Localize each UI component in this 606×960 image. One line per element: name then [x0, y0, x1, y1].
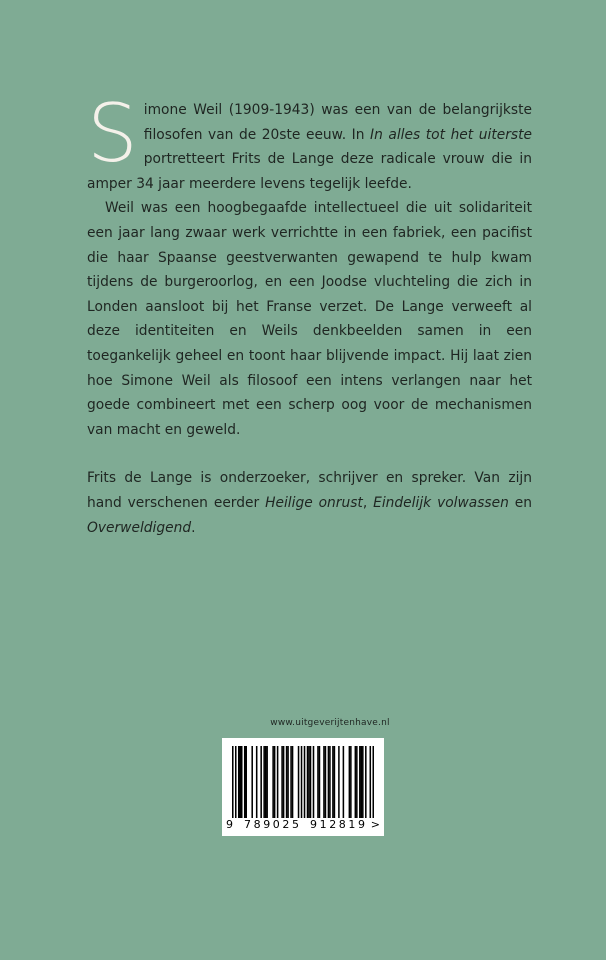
barcode-bar — [317, 746, 319, 818]
barcode-bar — [235, 746, 237, 818]
barcode-bars — [232, 746, 374, 818]
barcode-first-digit: 9 — [226, 818, 233, 831]
bio-title-2: Eindelijk volwassen — [373, 494, 509, 511]
barcode-bar — [265, 746, 267, 818]
author-bio — [87, 466, 532, 540]
barcode-bar — [355, 746, 357, 818]
barcode-bar — [356, 746, 358, 818]
bio-separator-1: , — [362, 494, 374, 511]
barcode-bar — [334, 746, 336, 818]
barcode-bar — [290, 746, 292, 818]
barcode-bar — [307, 746, 309, 818]
barcode-bar — [319, 746, 321, 818]
barcode-bar — [263, 746, 265, 818]
barcode-bar — [308, 746, 310, 818]
barcode-bar — [359, 746, 361, 818]
barcode-left-group: 789025 — [244, 818, 302, 831]
barcode-bar — [286, 746, 288, 818]
barcode-bar — [292, 746, 294, 818]
barcode-bar — [350, 746, 352, 818]
barcode-bar — [281, 746, 283, 818]
barcode-bar — [301, 746, 303, 818]
barcode-bar — [256, 746, 258, 818]
barcode-bar — [310, 746, 312, 818]
barcode-bar — [328, 746, 330, 818]
barcode-right-group: 912819 — [310, 818, 368, 831]
barcode-bar — [238, 746, 240, 818]
barcode-bar — [349, 746, 351, 818]
barcode-bar — [283, 746, 285, 818]
barcode-bar — [277, 746, 279, 818]
blurb-paragraph-2: Weil was een hoogbegaafde intellectueel die uit solidariteit een jaar lang zwaar werk verrichtte in een fabriek, een pacifist die haar Spaanse geestverwanten gewapend te hulp kwam tijdens de burgeroorlog, en een Joodse vluchteling die zich in Londen aansloot bij het Franse verzet. De Lange verweeft al deze identiteiten en Weils denkbeelden samen in een toegankelijk geheel en toont haar blijvende impact. Hij laat zien hoe Simone Weil als filosoof een intens verlangen naar het goede combineert met een scherp oog voor de mechanismen van macht en geweld. — [87, 200, 532, 438]
barcode-bar — [245, 746, 247, 818]
barcode-bar — [323, 746, 325, 818]
blurb-p1-end: portretteert Frits de Lange deze radicale vrouw die in amper 34 jaar meerdere levens tegelijk leefde. — [87, 151, 532, 192]
barcode-bar — [239, 746, 241, 818]
barcode-bar — [373, 746, 374, 818]
bio-end: . — [191, 519, 196, 536]
barcode-bar — [365, 746, 367, 818]
barcode-bar — [241, 746, 243, 818]
barcode-bar — [304, 746, 306, 818]
barcode-arrow: > — [370, 818, 380, 831]
barcode-bar — [343, 746, 345, 818]
barcode-bar — [272, 746, 274, 818]
barcode-bar — [362, 746, 364, 818]
barcode-bar — [313, 746, 315, 818]
barcode-bar — [325, 746, 327, 818]
barcode-bar — [329, 746, 331, 818]
blurb-paragraph-1 — [87, 87, 532, 196]
barcode-bar — [274, 746, 276, 818]
bio-title-3: Overweldigend — [87, 519, 192, 536]
barcode-bar — [287, 746, 289, 818]
barcode-bar — [244, 746, 246, 818]
barcode-bar — [338, 746, 340, 818]
blurb — [87, 87, 533, 540]
barcode-digits — [226, 818, 380, 834]
barcode-bar — [370, 746, 372, 818]
drop-cap: S — [87, 87, 138, 180]
barcode-bar — [266, 746, 268, 818]
barcode-bar — [361, 746, 363, 818]
barcode — [222, 738, 384, 836]
barcode-bar — [260, 746, 262, 818]
bio-text: Frits de Lange is onderzoeker, schrijver en spreker. Van zijn hand verschenen eerder — [87, 470, 532, 511]
bio-separator-2: en — [508, 494, 533, 511]
barcode-bar — [298, 746, 300, 818]
barcode-bar — [232, 746, 234, 818]
bio-title-1: Heilige onrust — [265, 494, 363, 511]
book-title: In alles tot het uiterste — [370, 126, 532, 143]
barcode-bar — [251, 746, 253, 818]
blurb-p1-start: imone Weil (1909-1943) was een van de belangrijkste filosofen van de 20ste eeuw. In — [143, 102, 532, 143]
barcode-bar — [332, 746, 334, 818]
publisher-url[interactable]: www.uitgeverijtenhave.nl — [270, 718, 390, 728]
